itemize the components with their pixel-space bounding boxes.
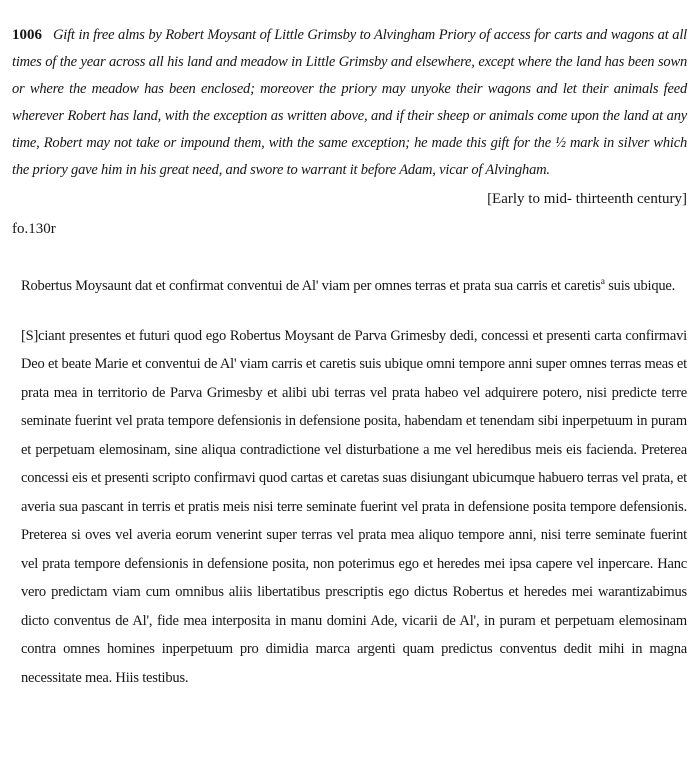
entry-summary-text: Gift in free alms by Robert Moysant of Little Grimsby to Alvingham Priory of access for carts and wagons at all times of the year across all his land and meadow in Little Grimsby and elsewhere, except where the land has been sown or where the meadow has been enclosed; moreover the priory may unyoke their wagons and let their animals feed wherever Robert has land, with the exception as written above, and if their sheep or animals come upon the land at any time, Robert may not take or impound them, with the same exception; he made this gift for the ½ mark in silver which the priory gave him in his great need, and swore to warrant it before Adam, vicar of Alvingham. xyxy=(12,27,687,178)
rubric-tail: suis ubique. xyxy=(604,278,676,294)
rubric-text: Robertus Moysaunt dat et confirmat conventui de Al' viam per omnes terras et prata sua carris et caretis xyxy=(21,278,601,294)
charter-text-paragraph: [S]ciant presentes et futuri quod ego Robertus Moysant de Parva Grimesby dedi, concessi et presenti carta confirmavi Deo et beate Marie et conventui de Al' viam carris et caretis suis ubique omni tempore anni super omnes terras meas et prata mea in territorio de Parva Grimesby et alibi ubi terras vel prata habeo vel adquirere potero, nisi predicte terre seminate fuerint vel prata tempore defensionis in defensione posita, habendam et tenendam sibi inperpetuum in puram et perpetuam elemosinam, sine aliqua contradictione vel disturbatione a me vel heredibus meis eis facienda. Preterea concessi eis et presenti scripto confirmavi quod cartas et caretas suas disiungant ubicumque habuero terras vel prata, et averia sua pascant in terris et pratis meis nisi terre seminate fuerint vel prata in defensione posita tempore defensionis. Preterea si oves vel averia eorum venerint super terras vel prata mea aliquo tempore anni, nisi terre seminate fuerint vel prata tempore defensionis in defensione posita, non poterimus ego et heredes mei ipsa capere vel inpercare. Hanc vero predictam viam cum omnibus aliis libertatibus prescriptis ego dictus Robertus et heredes mei warantizabimus dicto conventus de Al', fide mea interposita in manu domini Ade, vicarii de Al', in puram et perpetuam elemosinam contra omnes homines inperpetuum pro dimidia marca argenti quam predictus conventus dedit mihi in magna necessitate mea. Hiis testibus. xyxy=(21,327,687,686)
rubric-paragraph xyxy=(12,272,687,301)
folio-reference: fo.130r xyxy=(12,221,56,237)
entry-number: 1006 xyxy=(12,27,42,43)
note-marker: a xyxy=(600,277,605,288)
entry-summary xyxy=(12,22,687,184)
date-attribution: [Early to mid- thirteenth century] xyxy=(487,191,687,207)
